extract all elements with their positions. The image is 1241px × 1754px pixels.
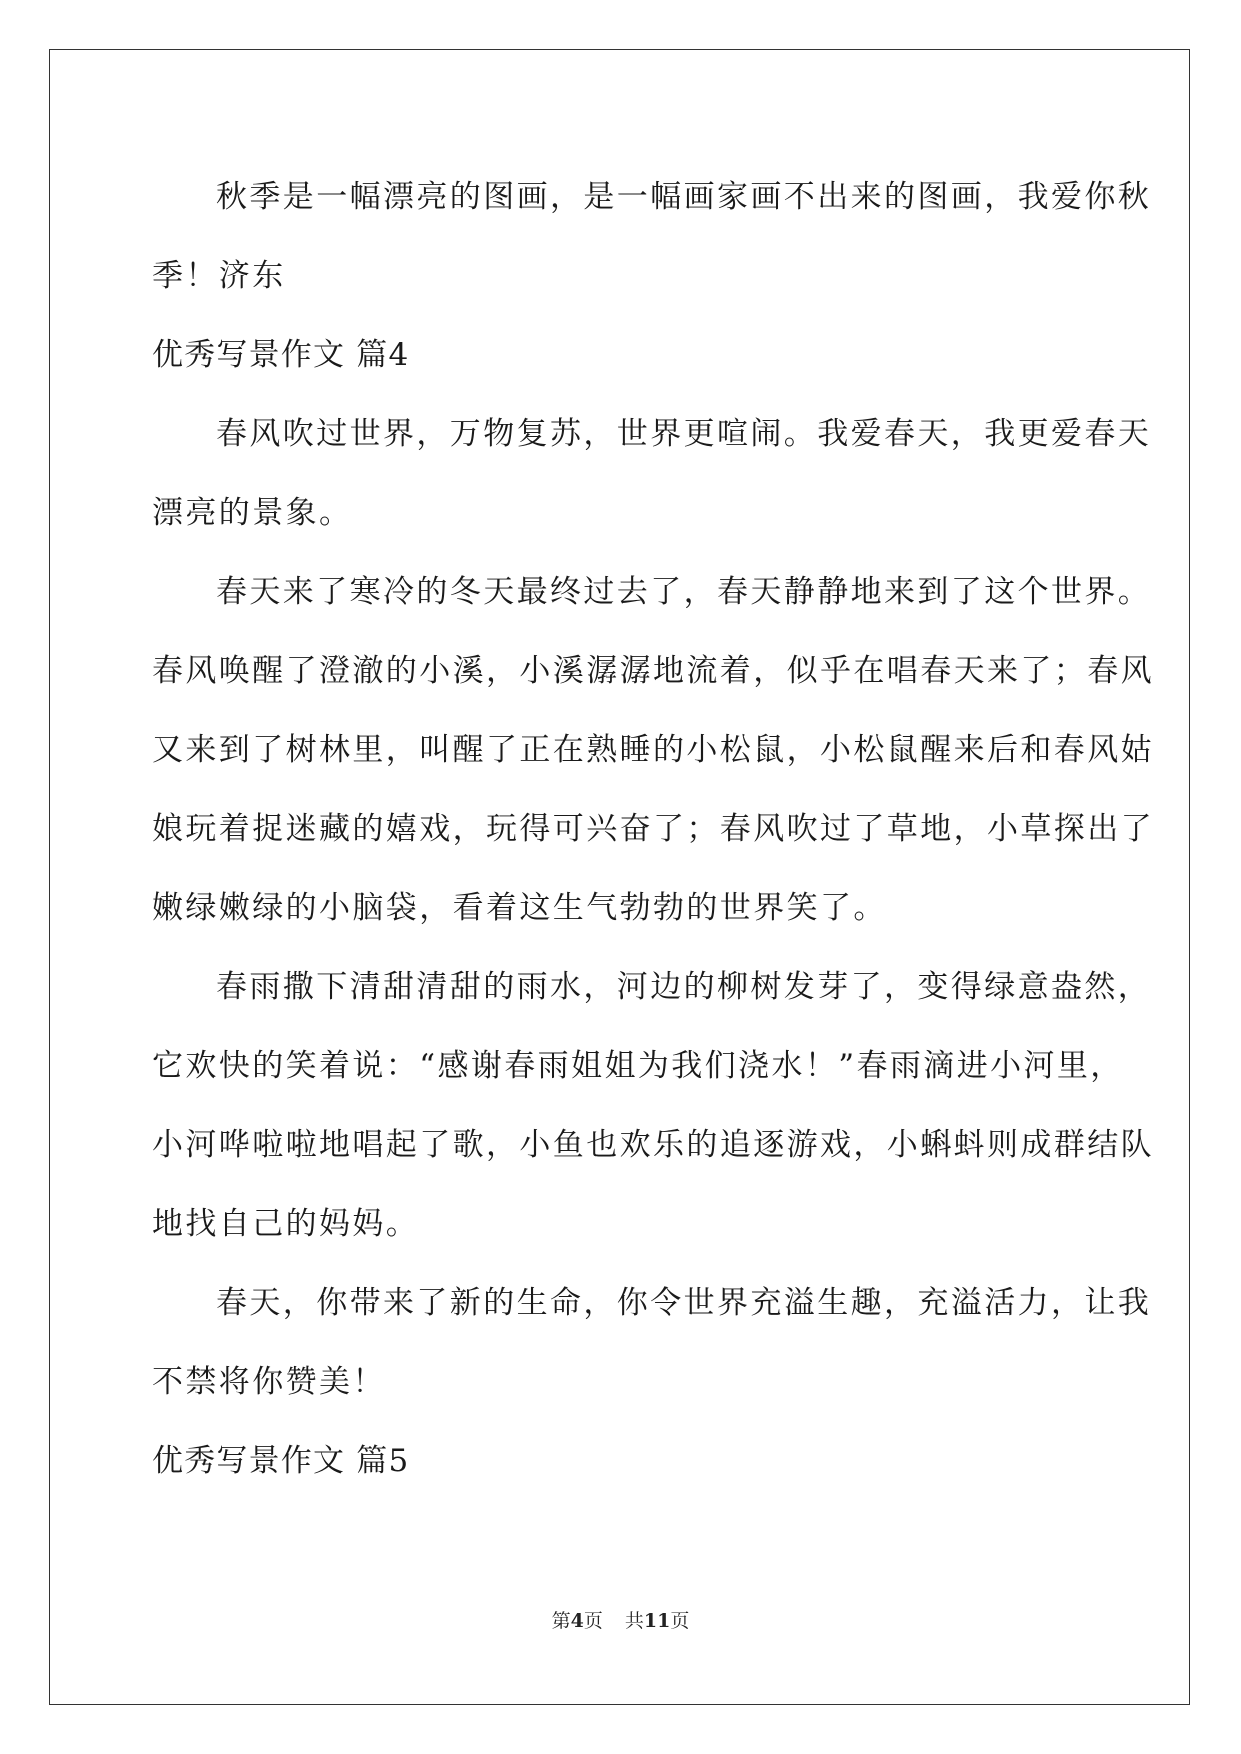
paragraph-line: 春风唤醒了澄澈的小溪，小溪潺潺地流着，似乎在唱春天来了；春风 (152, 653, 1154, 689)
section-heading: 优秀写景作文 篇4 (152, 337, 410, 373)
paragraph-line: 地找自己的妈妈。 (152, 1206, 420, 1242)
paragraph-line: 嫩绿嫩绿的小脑袋，看着这生气勃勃的世界笑了。 (152, 890, 887, 926)
total-pages: 11 (643, 1610, 671, 1632)
paragraph-line: 春天，你带来了新的生命，你令世界充溢生趣，充溢活力，让我 (216, 1285, 1152, 1321)
document-body (152, 158, 1154, 1501)
paragraph-line: 它欢快的笑着说：“感谢春雨姐姐为我们浇水！”春雨滴进小河里， (152, 1048, 1124, 1084)
section-heading: 优秀写景作文 篇5 (152, 1443, 410, 1479)
paragraph-line: 秋季是一幅漂亮的图画，是一幅画家画不出来的图画，我爱你秋 (216, 179, 1152, 215)
footer-prefix: 第 (551, 1610, 571, 1632)
paragraph-line: 春雨撒下清甜清甜的雨水，河边的柳树发芽了，变得绿意盎然， (216, 969, 1152, 1005)
paragraph-line: 春风吹过世界，万物复苏，世界更喧闹。我爱春天，我更爱春天 (216, 416, 1152, 452)
paragraph-line: 季！济东 (152, 258, 286, 294)
footer-total-unit: 页 (670, 1610, 690, 1632)
page-number: 4 (570, 1610, 584, 1632)
footer-total-prefix: 共 (624, 1610, 644, 1632)
paragraph-line: 又来到了树林里，叫醒了正在熟睡的小松鼠，小松鼠醒来后和春风姑 (152, 732, 1154, 768)
paragraph-line: 小河哗啦啦地唱起了歌，小鱼也欢乐的追逐游戏，小蝌蚪则成群结队 (152, 1127, 1154, 1163)
page-footer (0, 1609, 1241, 1633)
paragraph-line: 春天来了寒冷的冬天最终过去了，春天静静地来到了这个世界。 (216, 574, 1152, 610)
paragraph-line: 漂亮的景象。 (152, 495, 353, 531)
paragraph-line: 不禁将你赞美！ (152, 1364, 386, 1400)
paragraph-line: 娘玩着捉迷藏的嬉戏，玩得可兴奋了；春风吹过了草地，小草探出了 (152, 811, 1154, 847)
footer-page-unit: 页 (583, 1610, 603, 1632)
